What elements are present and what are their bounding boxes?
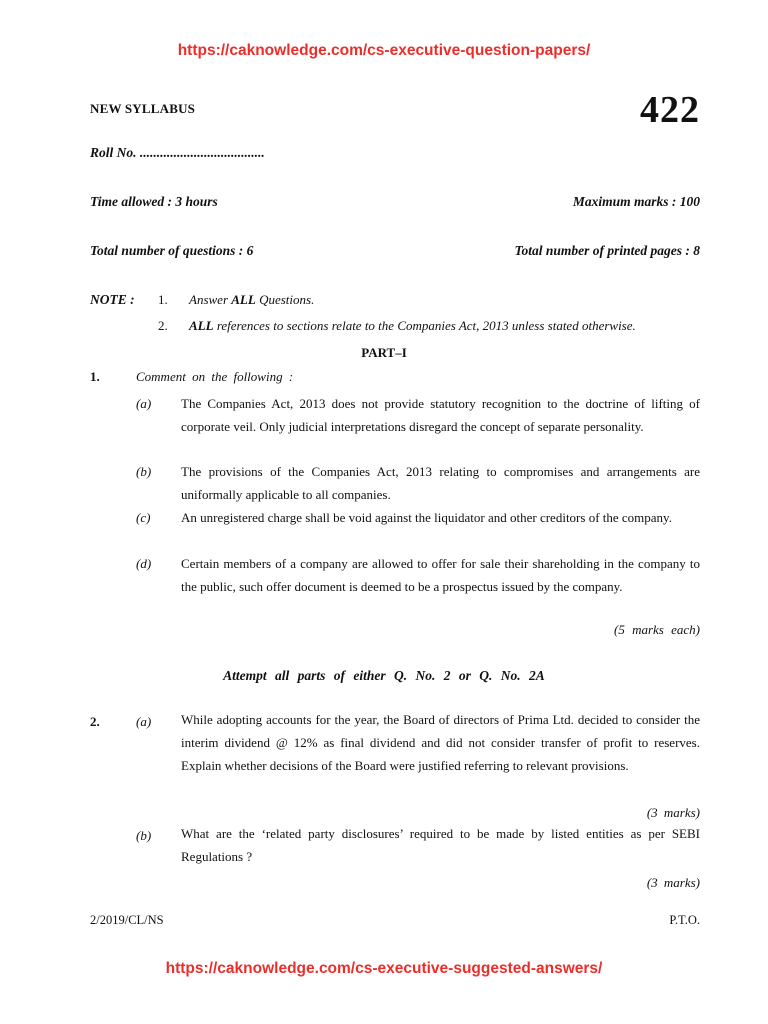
question-part-text: The Companies Act, 2013 does not provide statutory recognition to the doctrine of lifting of corporate veil. Only judicial interpretations disregard the concept of separate personality. bbox=[181, 396, 700, 434]
note-item-number: 2. bbox=[158, 318, 168, 333]
note-label: NOTE : bbox=[90, 292, 135, 307]
total-pages: Total number of printed pages : 8 bbox=[514, 243, 700, 258]
part-label: (b) bbox=[136, 464, 152, 479]
marks-note: (5 marks each) bbox=[614, 622, 700, 637]
marks-note: (3 marks) bbox=[646, 875, 700, 890]
total-questions: Total number of questions : 6 bbox=[90, 243, 254, 258]
question-part-text: What are the ‘related party disclosures’ required to be made by listed entities as per SEBI Regulations ? bbox=[181, 826, 700, 864]
paper-code: 422 bbox=[640, 89, 700, 131]
question-part-text: The provisions of the Companies Act, 2013 relating to compromises and arrangements are uniformally applicable to all companies. bbox=[181, 464, 700, 502]
question-part-text: An unregistered charge shall be void against the liquidator and other creditors of the company. bbox=[181, 510, 672, 525]
header-link[interactable]: https://caknowledge.com/cs-executive-question-papers/ bbox=[177, 42, 591, 59]
time-allowed: Time allowed : 3 hours bbox=[90, 194, 218, 209]
part-title: PART–I bbox=[361, 345, 407, 360]
part-label: (a) bbox=[136, 396, 152, 411]
part-label: (b) bbox=[136, 828, 152, 843]
syllabus-label: NEW SYLLABUS bbox=[90, 101, 196, 116]
pto-label: P.T.O. bbox=[669, 913, 700, 927]
question-part-text: While adopting accounts for the year, the Board of directors of Prima Ltd. decided to consider the interim dividend @ 12% as final dividend and did not consider transfer of profit to reserves. Explain whether decisions of the Board were justified referring to relevant provisions. bbox=[181, 712, 700, 773]
note-item-number: 1. bbox=[158, 292, 168, 307]
roll-no: Roll No. ..................................... bbox=[90, 145, 265, 160]
question-number: 1. bbox=[90, 369, 100, 384]
question-number: 2. bbox=[90, 714, 100, 729]
marks-note: (3 marks) bbox=[646, 805, 700, 820]
note-item-1: Answer ALL Questions. bbox=[189, 292, 315, 307]
part-label: (a) bbox=[136, 714, 152, 729]
part-label: (d) bbox=[136, 556, 152, 571]
part-label: (c) bbox=[136, 510, 151, 525]
footer-code: 2/2019/CL/NS bbox=[90, 913, 164, 927]
question-part-text: Certain members of a company are allowed to offer for sale their shareholding in the company to the public, such offer document is deemed to be a prospectus issued by the company. bbox=[181, 556, 700, 594]
question-intro: Comment on the following : bbox=[136, 369, 294, 384]
maximum-marks: Maximum marks : 100 bbox=[572, 194, 700, 209]
note-item-2: ALL references to sections relate to the Companies Act, 2013 unless stated otherwise. bbox=[189, 318, 636, 333]
either-instruction: Attempt all parts of either Q. No. 2 or Q. No. 2A bbox=[223, 668, 545, 683]
footer-link[interactable]: https://caknowledge.com/cs-executive-suggested-answers/ bbox=[165, 960, 603, 977]
